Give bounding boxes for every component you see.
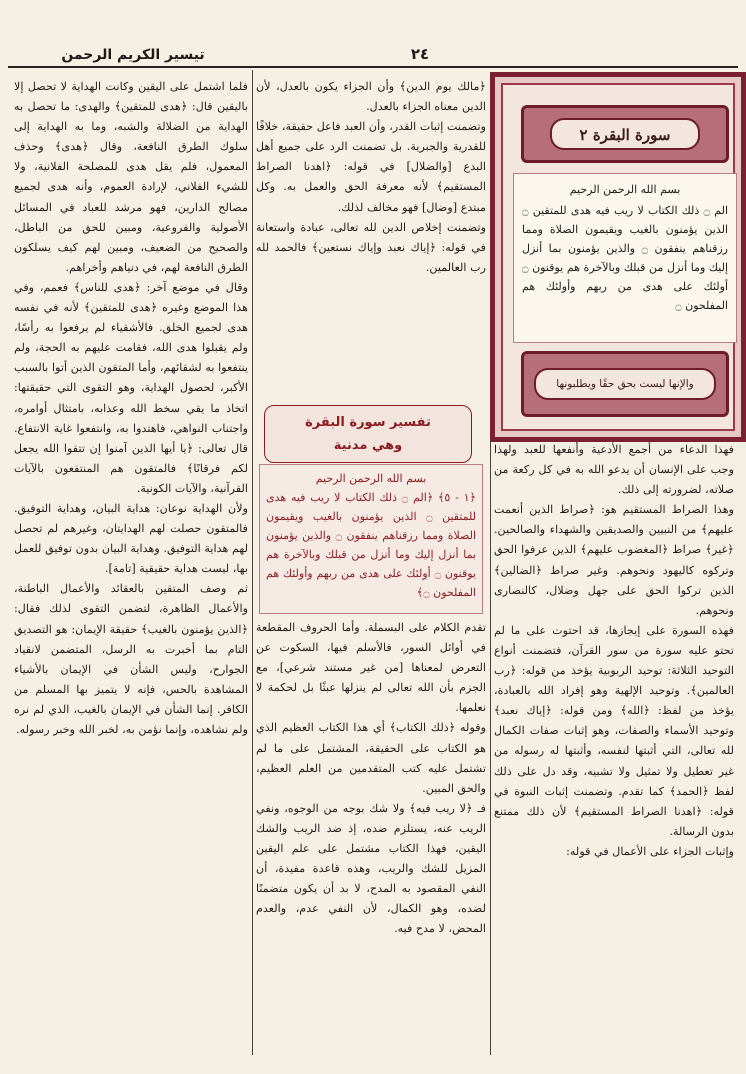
paragraph: فـ ﴿لا ريب فيه﴾ ولا شك بوجه من الوجوه، ونفي الريب عنه، يستلزم ضده، إذ ضد الريب والشك اليقين، فهذا الكتاب مشتمل على علم اليقين المزيل للشك والريب، وهذه قاعدة مفيدة، أن النفي المقصود به المدح، لا بد أن يكون متضمنًا لضده، وهو الكمال، لأن النفي عدم، والعدم المحض، لا مدح فيه. xyxy=(256,801,486,936)
verse-box xyxy=(259,464,483,614)
paragraph: فلما اشتمل على اليقين وكانت الهداية لا تحصل إلا باليقين قال: ﴿هدى للمتقين﴾ والهدى: ما تحصل به الهداية من الضلالة والشبه، وما به الهداية إلى سلوك الطرق النافعة، وقال ﴿هدى﴾ وحذف المعمول، فلم يقل هدى للمصلحة الفلانية، ولا للشيء الفلاني، لإرادة العموم، وأنه هدى لجميع مصالح الدارين، فهو مرشد للعباد في المسائل الأصولية والفروعية، ومبين للحق من الباطل، والصحيح من الضعيف، ومبين لهم كيف يسلكون الطرق النافعة لهم، في دنياهم وأخراهم. xyxy=(14,80,248,274)
text-column-middle-top xyxy=(256,77,486,402)
book-title: تيسير الكريم الرحمن xyxy=(61,47,205,63)
paragraph: فهذه السورة على إيجازها، قد احتوت على ما لم تحتو عليه سورة من سور القرآن، فتضمنت أنواع التوحيد الثلاثة: توحيد الربوبية يؤخذ من قوله: ﴿رب العالمين﴾. وتوحيد الإلهية وهو إفراد الله بالعبادة، يؤخذ من لفظ: ﴿الله﴾ ومن قوله: ﴿إياك نعبد﴾ وتوحيد الأسماء والصفات، وهو إثبات صفات الكمال لله تعالى، التي أثبتها لنفسه، وأثبتها له رسوله من غير تعطيل ولا تمثيل ولا تشبيه، وقد دل على ذلك لفظ ﴿الحمد﴾ كما تقدم. وتضمنت إثبات النبوة في قوله: ﴿اهدنا الصراط المستقيم﴾ لأن ذلك ممتنع بدون الرسالة. xyxy=(494,623,734,838)
page-number: ٢٤ xyxy=(410,45,430,63)
paragraph: تقدم الكلام على البسملة. وأما الحروف المقطعة في أوائل السور، فالأسلم فيها، السكوت عن التعرض لمعناها [من غير مستند شرعي]، مع الجزم بأن الله تعالى لم ينزلها عبثًا بل لحكمة لا نعلمها. xyxy=(256,621,486,715)
page-header xyxy=(0,44,746,68)
column-divider xyxy=(490,440,491,1055)
verse-text: ﴿١ - ٥﴾ ﴿الم ۝ ذلك الكتاب لا ريب فيه هدى للمتقين ۝ الذين يؤمنون بالغيب ويقيمون الصلاة ومما رزقناهم ينفقون ۝ والذين يؤمنون بما أنزل إليك وما أنزل من قبلك وبالآخرة هم يوقنون ۝ أولئك على هدى من ربهم وأولئك هم المفلحون ۝﴾ xyxy=(266,491,477,599)
paragraph: ﴿مالك يوم الدين﴾ وأن الجزاء يكون بالعدل، لأن الدين معناه الجزاء بالعدل. xyxy=(256,80,486,114)
sura-frame xyxy=(490,72,746,442)
sura-verses xyxy=(513,173,737,343)
sura-footer-panel xyxy=(521,351,729,417)
paragraph: وتضمنت إخلاص الدين لله تعالى، عبادة واستعانة في قوله: ﴿إياك نعبد وإياك نستعين﴾ فالحمد لله رب العالمين. xyxy=(256,220,486,274)
text-column-right xyxy=(494,440,734,1050)
text-column-middle-bottom xyxy=(256,618,486,1058)
paragraph: ثم وصف المتقين بالعقائد والأعمال الباطنة، والأعمال الظاهرة، لتضمن التقوى لذلك فقال: ﴿الذين يؤمنون بالغيب﴾ حقيقة الإيمان: هو التصديق التام بما أخبرت به الرسل، المتضمن لانقياد الجوارح، وليس الشأن في الإيمان بالأشياء المشاهدة بالحس، فإنه لا يتميز بها المسلم من الكافر. إنما الشأن في الإيمان بالغيب، الذي لم نره ولم نشاهده، وإنما نؤمن به، لخبر الله وخبر رسوله. xyxy=(14,582,248,736)
paragraph: وهذا الصراط المستقيم هو: ﴿صراط الذين أنعمت عليهم﴾ من النبيين والصديقين والشهداء والصالحين. ﴿غير﴾ صراط ﴿المغضوب عليهم﴾ الذين عرفوا الحق وتركوه كاليهود ونحوهم. وغير صراط ﴿الضالين﴾ الذين تركوا الحق على جهل وضلال، كالنصارى ونحوهم. xyxy=(494,503,734,617)
sura-verse-text: الم ۝ ذلك الكتاب لا ريب فيه هدى للمتقين ۝ الذين يؤمنون بالغيب ويقيمون الصلاة ومما رزقناهم ينفقون ۝ والذين يؤمنون بما أنزل إليك وما أنزل من قبلك وبالآخرة هم يوقنون ۝ أولئك على هدى من ربهم وأولئك هم المفلحون ۝ xyxy=(522,204,728,312)
sura-heading: سورة البقرة ٢ xyxy=(550,118,700,150)
paragraph: فهذا الدعاء من أجمع الأدعية وأنفعها للعبد ولهذا وجب على الإنسان أن يدعو الله به في كل ركعة من صلاته، لضرورته إلى ذلك. xyxy=(494,443,734,497)
sura-frame-inner xyxy=(501,83,735,431)
tafsir-heading-line2: وهي مدنية xyxy=(333,438,403,453)
paragraph: ولأن الهداية نوعان: هداية البيان، وهداية التوفيق. فالمتقون حصلت لهم الهدايتان، وغيرهم لم تحصل لهم هداية التوفيق. وهداية البيان بدون توفيق للعمل بها، ليست هداية حقيقية [تامة]. xyxy=(14,501,248,576)
column-divider xyxy=(252,70,253,1055)
sura-footer: والإنها ليست بحق حقًا ويطلبونها xyxy=(534,368,716,400)
paragraph: وقال في موضع آخر: ﴿هدى للناس﴾ فعمم، وفي هذا الموضع وغيره ﴿هدى للمتقين﴾ لأنه في نفسه هدى لجميع الخلق. فالأشقياء لم يرفعوا به رأسًا، ولم يقبلوا هدى الله، فقامت عليهم به الحجة، ولم ينتفعوا به لشقائهم، وأما المتقون الذين أتوا بالسبب الأكبر، لحصول الهداية، وهو التقوى التي حقيقتها: اتخاذ ما يقي سخط الله وعذابه، بامتثال أوامره، واجتناب النواهي، فاهتدوا به، وانتفعوا غاية الانتفاع. قال تعالى: ﴿يا أيها الذين آمنوا إن تتقوا الله يجعل لكم فرقانًا﴾ فالمتقون هم المنتفعون بالآيات القرآنية، والآيات الكونية. xyxy=(14,280,248,495)
verse-basmala: بسم الله الرحمن الرحيم xyxy=(315,472,427,485)
tafsir-heading-line1: تفسير سورة البقرة xyxy=(305,415,431,430)
header-rule xyxy=(8,66,738,68)
paragraph: وقوله ﴿ذلك الكتاب﴾ أي هذا الكتاب العظيم الذي هو الكتاب على الحقيقة، المشتمل على ما لم تشتمل عليه كتب المتقدمين من العلم العظيم، والحق المبين. xyxy=(256,721,486,795)
tafsir-heading-box xyxy=(264,405,472,463)
paragraph: وتضمنت إثبات القدر، وأن العبد فاعل حقيقة، خلافًا للقدرية والجبرية. بل تضمنت الرد على جميع أهل البدع [والضلال] في قوله: ﴿اهدنا الصراط المستقيم﴾ لأنه معرفة الحق والعمل به. وكل مبتدع [وضال] فهو مخالف لذلك. xyxy=(256,120,486,214)
sura-heading-panel xyxy=(521,105,729,163)
text-column-left xyxy=(14,77,248,1057)
paragraph: وإثبات الجزاء على الأعمال في قوله: xyxy=(566,844,734,858)
sura-basmala: بسم الله الرحمن الرحيم xyxy=(569,183,681,196)
